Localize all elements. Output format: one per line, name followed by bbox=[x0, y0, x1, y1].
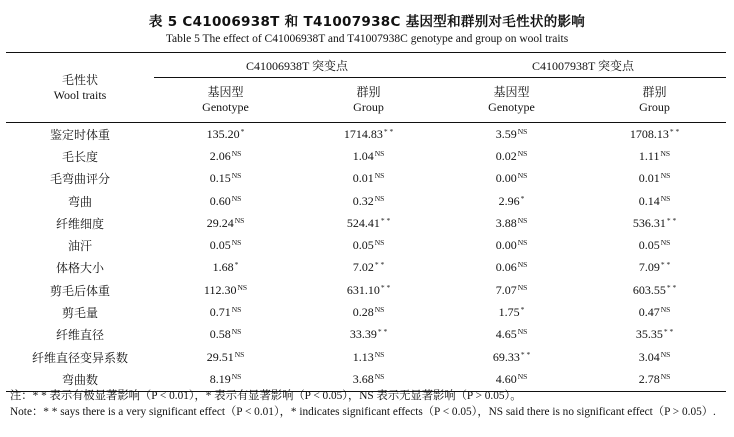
value: 3.88 bbox=[495, 215, 517, 230]
significance-mark: NS bbox=[517, 238, 528, 248]
trait-cell: 弯曲数 bbox=[6, 368, 154, 391]
table-row bbox=[6, 368, 726, 391]
trait-cell: 弯曲 bbox=[67, 194, 92, 209]
value: 0.05 bbox=[209, 238, 231, 253]
group-header-en: Group bbox=[353, 100, 384, 114]
value: 603.55 bbox=[632, 282, 666, 297]
genotype-header-cn: 基因型 bbox=[493, 85, 530, 99]
value-cell bbox=[440, 234, 583, 256]
value: 0.00 bbox=[495, 238, 517, 253]
value: 3.04 bbox=[638, 349, 660, 364]
value: 1.68 bbox=[212, 260, 234, 275]
group-header-2 bbox=[583, 78, 726, 123]
value: 33.39 bbox=[349, 327, 377, 342]
significance-mark: NS bbox=[660, 148, 671, 158]
value: 7.07 bbox=[495, 282, 517, 297]
table-row bbox=[6, 324, 726, 346]
value-cell bbox=[154, 212, 297, 234]
significance-mark: * bbox=[234, 260, 239, 270]
value-cell bbox=[297, 123, 440, 146]
significance-mark: * * bbox=[669, 126, 680, 136]
trait-cell: 毛长度 bbox=[61, 149, 98, 164]
value-cell bbox=[154, 346, 297, 368]
value: 135.20 bbox=[206, 126, 240, 141]
significance-mark: * * bbox=[660, 260, 671, 270]
value: 524.41 bbox=[346, 215, 380, 230]
value-cell bbox=[154, 145, 297, 167]
table-row bbox=[6, 168, 726, 190]
table-title-en: Table 5 The effect of C41006938T and T41007938C genotype and group on wool traits bbox=[165, 33, 569, 45]
significance-mark: NS bbox=[374, 371, 385, 381]
value-cell bbox=[154, 368, 297, 391]
value: 0.71 bbox=[209, 305, 231, 320]
table-row bbox=[6, 257, 726, 279]
significance-mark: * * bbox=[666, 215, 677, 225]
table-row bbox=[6, 234, 726, 256]
trait-cell: 纤维直径 bbox=[55, 328, 104, 343]
group1-header: C41006938T 突变点 bbox=[154, 53, 440, 78]
wool-traits-table bbox=[6, 52, 726, 392]
significance-mark: NS bbox=[517, 126, 528, 136]
value-cell bbox=[440, 279, 583, 301]
value-cell bbox=[154, 257, 297, 279]
value: 2.06 bbox=[209, 148, 231, 163]
value: 0.32 bbox=[352, 193, 374, 208]
group-header-en: Group bbox=[639, 100, 670, 114]
value: 0.06 bbox=[495, 260, 517, 275]
value-cell bbox=[440, 346, 583, 368]
genotype-header-cn: 基因型 bbox=[207, 85, 244, 99]
value-cell bbox=[583, 168, 726, 190]
value-cell bbox=[440, 257, 583, 279]
group2-header: C41007938T 突变点 bbox=[440, 53, 726, 78]
value: 8.19 bbox=[209, 371, 231, 386]
table-row bbox=[6, 212, 726, 234]
table-body bbox=[6, 123, 726, 392]
value-cell bbox=[440, 212, 583, 234]
value: 29.24 bbox=[206, 215, 234, 230]
significance-mark: NS bbox=[231, 148, 242, 158]
value-cell bbox=[583, 212, 726, 234]
trait-header-cn: 毛性状 bbox=[61, 72, 98, 87]
value-cell bbox=[297, 279, 440, 301]
value-cell bbox=[583, 368, 726, 391]
value: 7.09 bbox=[638, 260, 660, 275]
value-cell bbox=[154, 324, 297, 346]
trait-cell: 纤维直径变异系数 bbox=[31, 350, 128, 365]
value: 1708.13 bbox=[629, 126, 669, 141]
significance-mark: NS bbox=[231, 371, 242, 381]
value: 7.02 bbox=[352, 260, 374, 275]
significance-mark: * * bbox=[383, 126, 394, 136]
trait-cell: 体格大小 bbox=[55, 261, 104, 276]
genotype-header-2 bbox=[440, 78, 583, 123]
value-cell bbox=[154, 279, 297, 301]
value: 112.30 bbox=[203, 282, 237, 297]
value: 4.65 bbox=[495, 327, 517, 342]
table-row bbox=[6, 346, 726, 368]
value: 536.31 bbox=[632, 215, 666, 230]
value-cell bbox=[583, 190, 726, 212]
value: 29.51 bbox=[206, 349, 234, 364]
value-cell bbox=[154, 168, 297, 190]
significance-mark: NS bbox=[374, 238, 385, 248]
significance-mark: NS bbox=[231, 193, 242, 203]
significance-mark: * * bbox=[380, 282, 391, 292]
note-cn: 注：* * 表示有极显著影响（P < 0.01），* 表示有显著影响（P < 0.05），NS 表示无显著影响（P > 0.05）。 bbox=[10, 390, 522, 402]
value: 0.01 bbox=[352, 171, 374, 186]
significance-mark: NS bbox=[660, 171, 671, 181]
genotype-header-en: Genotype bbox=[202, 100, 249, 114]
table-row bbox=[6, 190, 726, 212]
group-header-1 bbox=[297, 78, 440, 123]
table-title-cn: 表 5 C41006938T 和 T41007938C 基因型和群别对毛性状的影响 bbox=[148, 14, 586, 30]
value-cell bbox=[440, 190, 583, 212]
value: 0.58 bbox=[209, 327, 231, 342]
group-header-cn: 群别 bbox=[642, 85, 667, 99]
significance-mark: NS bbox=[374, 171, 385, 181]
significance-mark: NS bbox=[517, 282, 528, 292]
value-cell bbox=[440, 324, 583, 346]
value: 2.78 bbox=[638, 371, 660, 386]
trait-cell: 剪毛后体重 bbox=[49, 283, 110, 298]
significance-mark: NS bbox=[234, 215, 245, 225]
significance-mark: NS bbox=[517, 260, 528, 270]
significance-mark: NS bbox=[237, 282, 248, 292]
value-cell bbox=[297, 168, 440, 190]
value-cell bbox=[297, 190, 440, 212]
value-cell bbox=[440, 123, 583, 146]
significance-mark: NS bbox=[517, 171, 528, 181]
trait-header bbox=[6, 53, 154, 123]
value: 69.33 bbox=[492, 349, 520, 364]
value: 0.05 bbox=[638, 238, 660, 253]
note-en: Note：* * says there is a very significant effect（P < 0.01），* indicates significant effects（P < 0.05），NS said there is no significant effect（P > 0.05）. bbox=[10, 406, 716, 418]
value-cell bbox=[154, 190, 297, 212]
trait-cell: 鉴定时体重 bbox=[49, 127, 110, 142]
value-cell bbox=[440, 168, 583, 190]
trait-cell: 纤维细度 bbox=[55, 216, 104, 231]
value: 0.28 bbox=[352, 305, 374, 320]
value: 0.47 bbox=[638, 305, 660, 320]
significance-mark: NS bbox=[374, 349, 385, 359]
value-cell bbox=[583, 324, 726, 346]
value: 3.68 bbox=[352, 371, 374, 386]
value: 0.01 bbox=[638, 171, 660, 186]
significance-mark: NS bbox=[374, 193, 385, 203]
value: 0.00 bbox=[495, 171, 517, 186]
trait-cell: 油汗 bbox=[67, 239, 92, 254]
significance-mark: * * bbox=[520, 349, 531, 359]
significance-mark: * * bbox=[377, 327, 388, 337]
value: 1.13 bbox=[352, 349, 374, 364]
genotype-header-en: Genotype bbox=[488, 100, 535, 114]
significance-mark: NS bbox=[517, 327, 528, 337]
significance-mark: NS bbox=[660, 193, 671, 203]
value-cell bbox=[583, 123, 726, 146]
significance-mark: * * bbox=[666, 282, 677, 292]
value: 631.10 bbox=[346, 282, 380, 297]
value: 1.04 bbox=[352, 148, 374, 163]
significance-mark: NS bbox=[231, 327, 242, 337]
value-cell bbox=[440, 368, 583, 391]
significance-mark: * * bbox=[374, 260, 385, 270]
trait-cell: 毛弯曲评分 bbox=[49, 172, 110, 187]
value-cell bbox=[583, 279, 726, 301]
value-cell bbox=[297, 368, 440, 391]
significance-mark: NS bbox=[517, 148, 528, 158]
value-cell bbox=[297, 257, 440, 279]
value-cell bbox=[154, 234, 297, 256]
significance-mark: NS bbox=[374, 305, 385, 315]
genotype-header-1 bbox=[154, 78, 297, 123]
table-row bbox=[6, 301, 726, 323]
value: 0.14 bbox=[638, 193, 660, 208]
significance-mark: NS bbox=[234, 349, 245, 359]
significance-mark: * bbox=[520, 305, 525, 315]
significance-mark: NS bbox=[517, 371, 528, 381]
value-cell bbox=[440, 145, 583, 167]
value-cell bbox=[583, 301, 726, 323]
significance-mark: * * bbox=[380, 215, 391, 225]
significance-mark: NS bbox=[231, 238, 242, 248]
value: 0.60 bbox=[209, 193, 231, 208]
significance-mark: * bbox=[520, 193, 525, 203]
significance-mark: NS bbox=[660, 238, 671, 248]
value-cell bbox=[297, 324, 440, 346]
trait-header-en: Wool traits bbox=[53, 87, 107, 102]
trait-cell: 剪毛量 bbox=[61, 306, 98, 321]
value: 3.59 bbox=[495, 126, 517, 141]
value: 1.11 bbox=[638, 148, 660, 163]
significance-mark: NS bbox=[231, 305, 242, 315]
value-cell bbox=[297, 346, 440, 368]
value-cell bbox=[297, 145, 440, 167]
table-row bbox=[6, 123, 726, 146]
value: 35.35 bbox=[635, 327, 663, 342]
value-cell bbox=[583, 346, 726, 368]
value-cell bbox=[154, 123, 297, 146]
value-cell bbox=[583, 234, 726, 256]
table-row bbox=[6, 145, 726, 167]
value: 0.15 bbox=[209, 171, 231, 186]
value-cell bbox=[440, 301, 583, 323]
value-cell bbox=[297, 234, 440, 256]
significance-mark: NS bbox=[660, 349, 671, 359]
value: 2.96 bbox=[498, 193, 520, 208]
value-cell bbox=[297, 212, 440, 234]
significance-mark: NS bbox=[517, 215, 528, 225]
table-row bbox=[6, 279, 726, 301]
value: 1.75 bbox=[498, 305, 520, 320]
significance-mark: NS bbox=[660, 305, 671, 315]
significance-mark: NS bbox=[660, 371, 671, 381]
value-cell bbox=[583, 145, 726, 167]
significance-mark: * bbox=[240, 126, 245, 136]
significance-mark: * * bbox=[663, 327, 674, 337]
value: 0.02 bbox=[495, 148, 517, 163]
value: 0.05 bbox=[352, 238, 374, 253]
value: 1714.83 bbox=[343, 126, 383, 141]
value-cell bbox=[154, 301, 297, 323]
value-cell bbox=[583, 257, 726, 279]
significance-mark: NS bbox=[231, 171, 242, 181]
value: 4.60 bbox=[495, 371, 517, 386]
value-cell bbox=[297, 301, 440, 323]
significance-mark: NS bbox=[374, 148, 385, 158]
group-header-cn: 群别 bbox=[356, 85, 381, 99]
